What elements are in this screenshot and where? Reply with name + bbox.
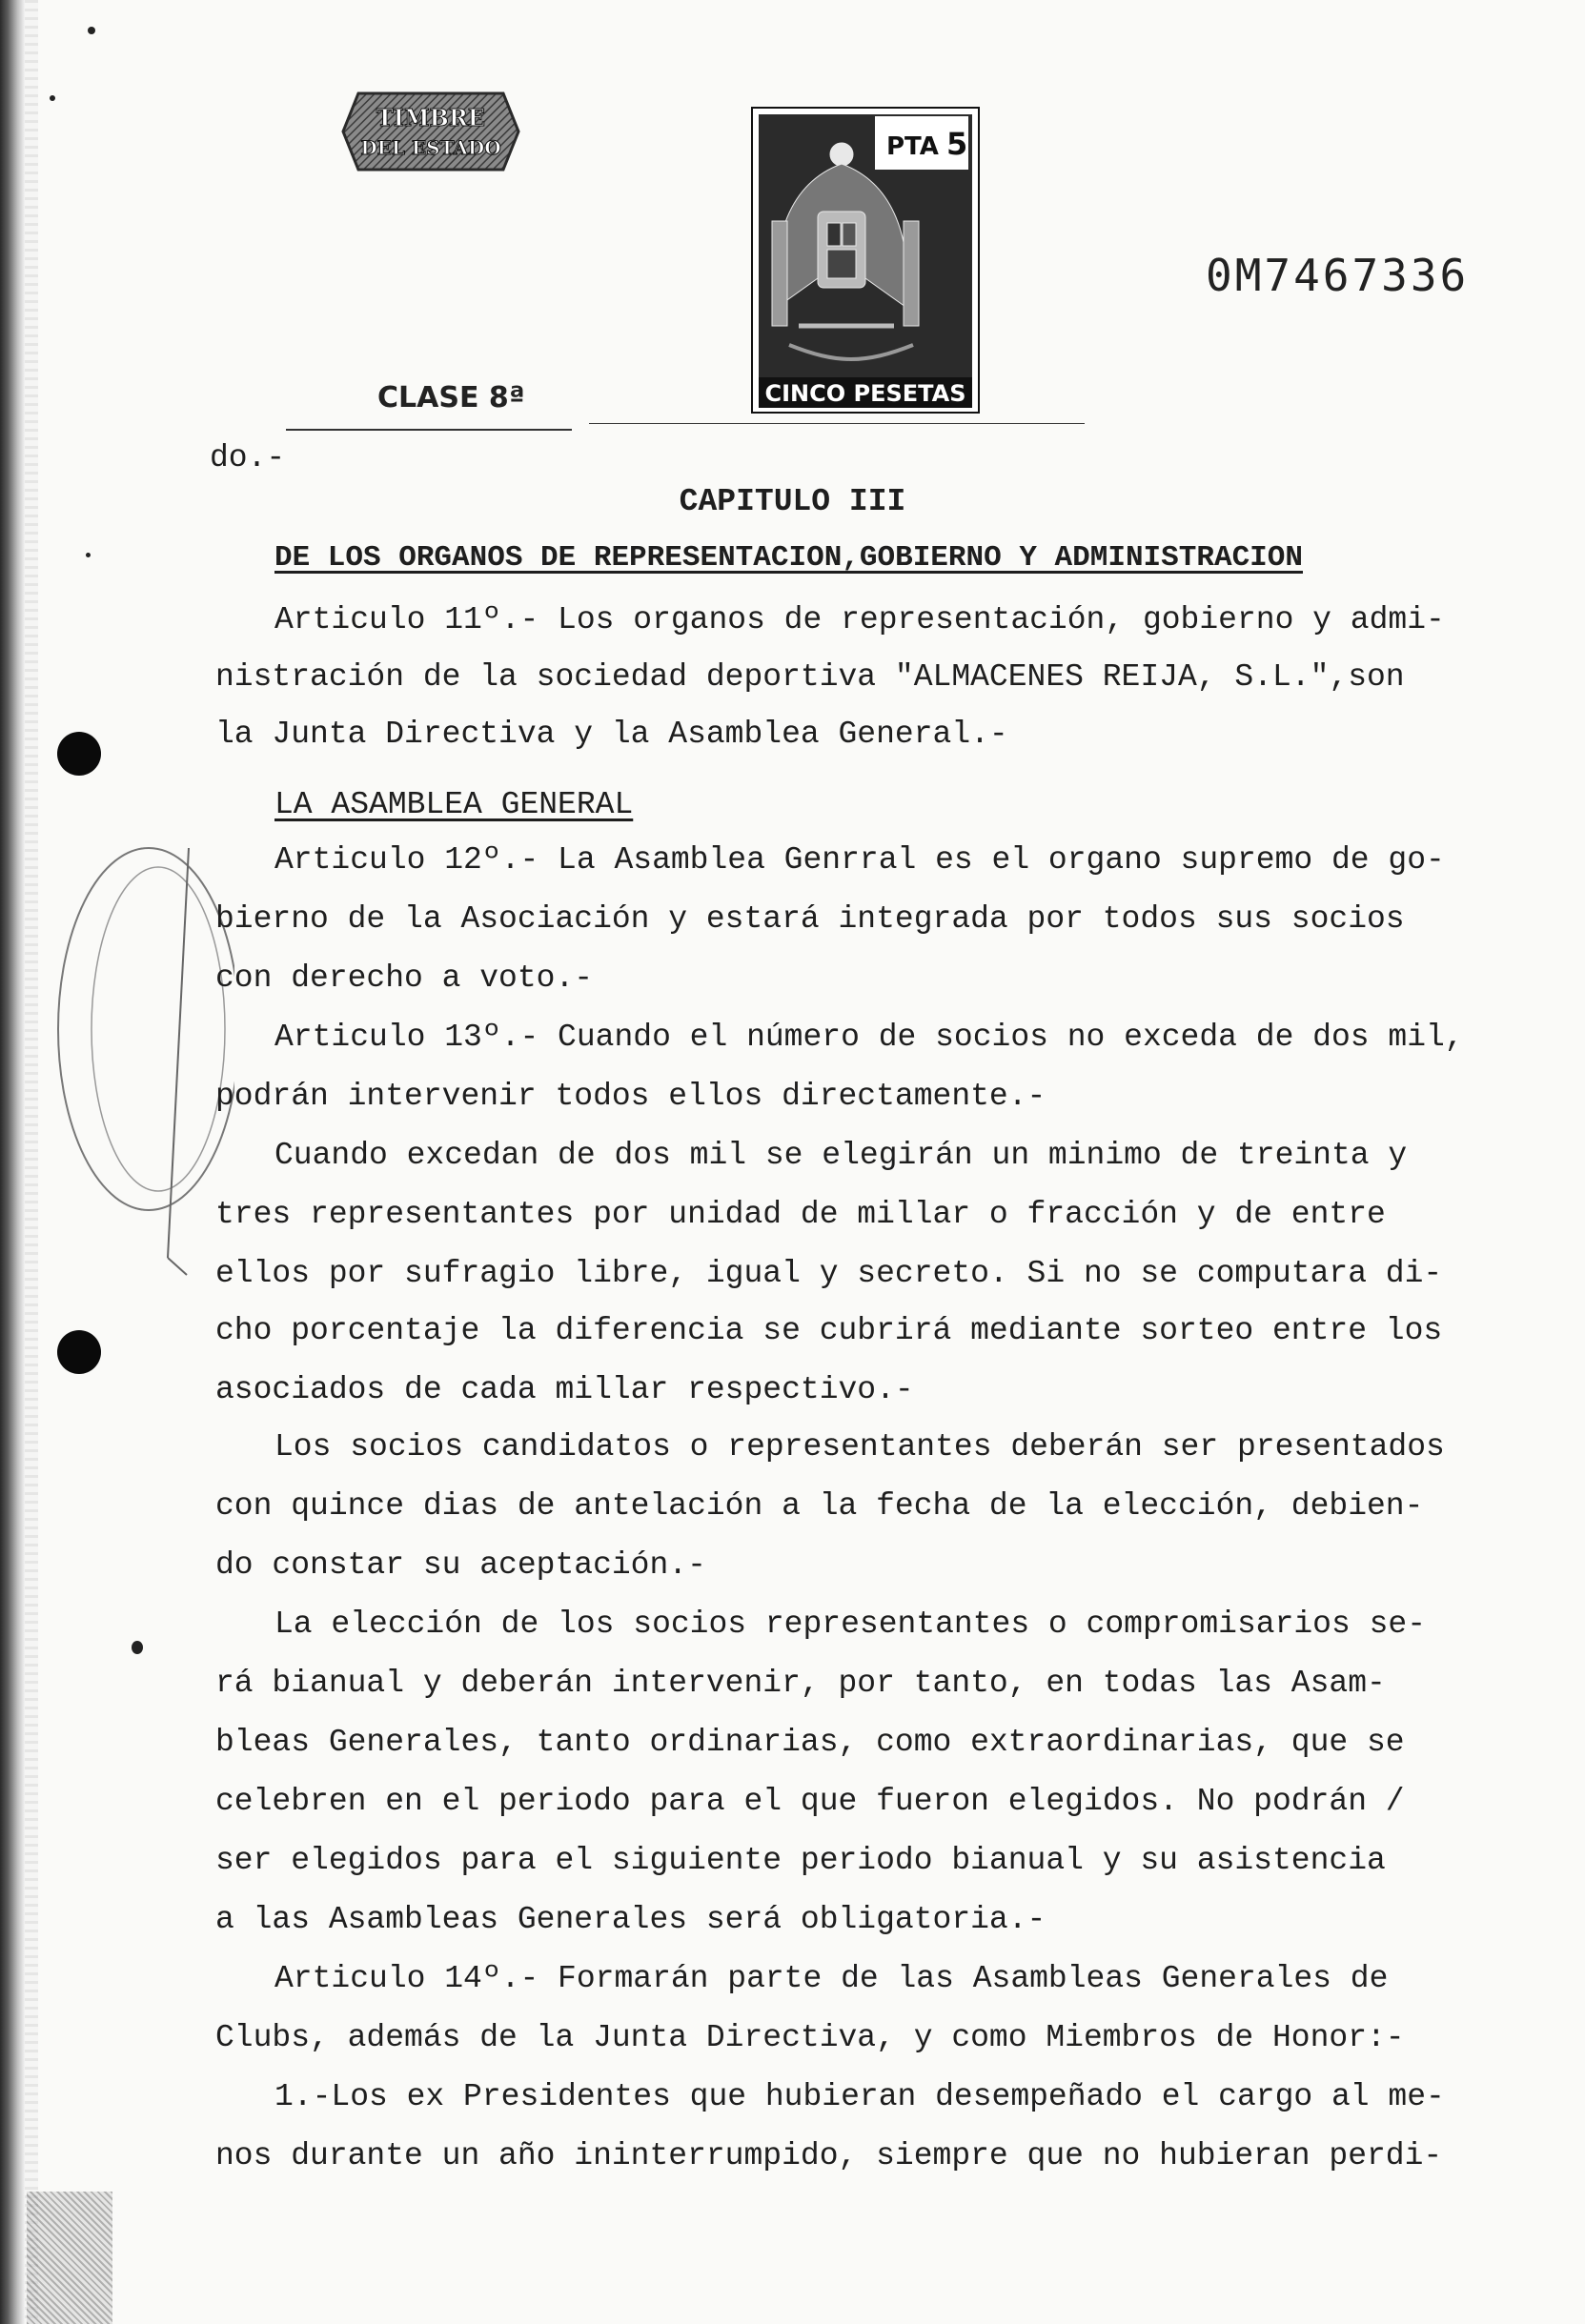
ink-speck xyxy=(132,1641,143,1654)
stamp-value: 5 xyxy=(946,126,968,162)
scan-corner-noise xyxy=(27,2192,112,2324)
text-line: Cuando excedan de dos mil se elegirán un minimo de treinta y xyxy=(274,1138,1408,1173)
chapter-subtitle: DE LOS ORGANOS DE REPRESENTACION,GOBIERNO Y ADMINISTRACION xyxy=(274,541,1303,575)
text-line: podrán intervenir todos ellos directamente.- xyxy=(215,1079,1047,1114)
timbre-bottom-text: DEL ESTADO xyxy=(360,136,501,159)
text-line: la Junta Directiva y la Asamblea General.- xyxy=(215,717,1008,752)
section-heading: LA ASAMBLEA GENERAL xyxy=(274,787,634,822)
text-line: celebren en el periodo para el que fueron elegidos. No podrán / xyxy=(215,1784,1405,1819)
text-line: do constar su aceptación.- xyxy=(215,1547,706,1583)
text-line: bleas Generales, tanto ordinarias, como extraordinarias, que se xyxy=(215,1725,1405,1760)
stamp-serial-number: 0M7467336 xyxy=(1206,250,1470,301)
text-line: Articulo 12º.- La Asamblea Genrral es el organo supremo de go- xyxy=(274,842,1445,878)
text-line: nistración de la sociedad deportiva "ALMACENES REIJA, S.L.",son xyxy=(215,659,1405,695)
circular-seal-mark xyxy=(44,839,234,1277)
text-line: tres representantes por unidad de millar o fracción y de entre xyxy=(215,1197,1386,1232)
text-line-continuation: do.- xyxy=(210,440,286,475)
scan-edge-texture xyxy=(25,0,38,2324)
text-line: Articulo 14º.- Formarán parte de las Asambleas Generales de xyxy=(274,1961,1389,1996)
text-line: rá bianual y deberán intervenir, por tanto, en todas las Asam- xyxy=(215,1666,1386,1701)
text-line: ser elegidos para el siguiente periodo bianual y su asistencia xyxy=(215,1843,1386,1878)
timbre-top-text: TIMBRE xyxy=(376,104,486,131)
text-line: Articulo 13º.- Cuando el número de socios no exceda de dos mil, xyxy=(274,1020,1464,1055)
fiscal-stamp-5-pesetas xyxy=(751,107,980,414)
timbre-del-estado-stamp xyxy=(339,88,522,175)
ink-speck xyxy=(50,95,55,101)
punch-hole-bottom xyxy=(57,1330,101,1374)
ink-speck xyxy=(88,27,95,34)
text-line: Los socios candidatos o representantes deberán ser presentados xyxy=(274,1429,1445,1465)
text-line: Articulo 11º.- Los organos de representación, gobierno y admi- xyxy=(274,602,1445,637)
stamp-caption: CINCO PESETAS xyxy=(764,380,966,407)
text-line: con derecho a voto.- xyxy=(215,960,594,996)
chapter-title: CAPITULO III xyxy=(679,484,906,519)
text-line: a las Asambleas Generales será obligatoria.- xyxy=(215,1902,1047,1937)
ink-speck xyxy=(86,553,91,557)
text-line: con quince dias de antelación a la fecha de la elección, debien- xyxy=(215,1488,1424,1524)
text-line: Clubs, además de la Junta Directiva, y como Miembros de Honor:- xyxy=(215,2020,1405,2055)
stamp-class-label: CLASE 8ª xyxy=(377,381,525,414)
scan-left-edge xyxy=(0,0,25,2324)
stamp-pta-label: PTA xyxy=(886,132,939,161)
punch-hole-top xyxy=(57,732,101,776)
header-rule xyxy=(589,423,1085,424)
text-line: La elección de los socios representantes o compromisarios se- xyxy=(274,1607,1426,1642)
text-line: bierno de la Asociación y estará integrada por todos sus socios xyxy=(215,901,1405,937)
text-line: 1.-Los ex Presidentes que hubieran desempeñado el cargo al me- xyxy=(274,2079,1445,2114)
text-line: nos durante un año ininterrumpido, siempre que no hubieran perdi- xyxy=(215,2138,1443,2173)
text-line: ellos por sufragio libre, igual y secreto. Si no se computara di- xyxy=(215,1256,1443,1291)
text-line: asociados de cada millar respectivo.- xyxy=(215,1372,914,1407)
header-rule xyxy=(286,429,572,431)
text-line: cho porcentaje la diferencia se cubrirá mediante sorteo entre los xyxy=(215,1313,1443,1348)
